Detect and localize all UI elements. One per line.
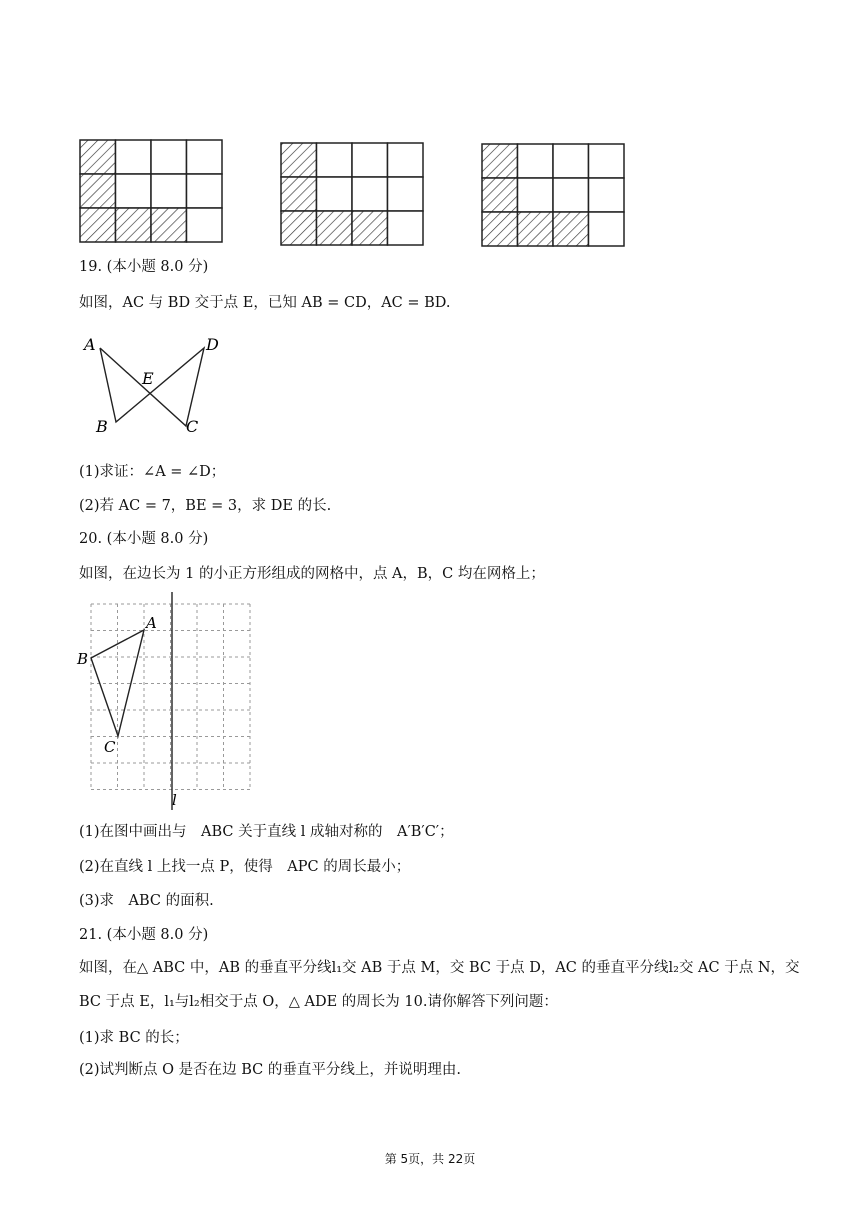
grid-cell <box>518 144 554 178</box>
q20-label-a: A <box>146 614 157 632</box>
shaded-grid-2 <box>281 143 423 245</box>
grid-cell <box>151 174 187 208</box>
grid-cell <box>151 140 187 174</box>
grid-cell <box>518 178 554 212</box>
shaded-cell <box>518 212 554 246</box>
grid-cell <box>352 177 388 211</box>
shaded-grid-3 <box>482 144 624 246</box>
q19-label-e: E <box>142 369 154 388</box>
shaded-cell <box>482 144 518 178</box>
grid-cell <box>553 178 589 212</box>
grid-cell <box>589 144 625 178</box>
grid-cell <box>116 140 152 174</box>
grid-cell <box>388 211 424 245</box>
grid-cell <box>317 177 353 211</box>
q19-label-d: D <box>206 335 219 354</box>
grid-cell <box>589 212 625 246</box>
shaded-grid-1 <box>80 140 222 242</box>
shaded-cell <box>482 178 518 212</box>
grid-cell <box>317 143 353 177</box>
q20-intro: 如图，在边长为 1 的小正方形组成的网格中，点 A，B，C 均在网格上； <box>79 566 545 582</box>
shaded-cell <box>281 211 317 245</box>
page-footer: 第 5页，共 22页 <box>384 1152 476 1166</box>
q19-label-a: A <box>84 335 96 354</box>
q20-label-c: C <box>104 738 116 756</box>
grid-cell <box>116 174 152 208</box>
q21-header: 21. (本小题 8.0 分) <box>79 927 209 943</box>
shaded-cell <box>553 212 589 246</box>
grid-figures <box>0 0 860 260</box>
shaded-cell <box>281 177 317 211</box>
grid-cell <box>388 143 424 177</box>
grid-cell <box>352 143 388 177</box>
q20-label-l: l <box>172 791 177 809</box>
q20-part3: (3)求 ABC 的面积. <box>79 893 214 909</box>
q19-intro: 如图，AC 与 BD 交于点 E，已知 AB = CD，AC = BD. <box>79 295 451 311</box>
q20-part1: (1)在图中画出与 ABC 关于直线 l 成轴对称的 A′B′C′； <box>79 824 454 840</box>
shaded-cell <box>80 140 116 174</box>
q20-header: 20. (本小题 8.0 分) <box>79 531 209 547</box>
q19-part2: (2)若 AC = 7，BE = 3，求 DE 的长. <box>79 498 332 514</box>
grid-cell <box>187 140 223 174</box>
q21-part1: (1)求 BC 的长； <box>79 1030 189 1046</box>
q19-label-b: B <box>96 417 108 436</box>
q21-intro-line2: BC 于点 E，l₁与l₂相交于点 O，△ ADE 的周长为 10.请你解答下列问题： <box>79 994 558 1010</box>
q19-header: 19. (本小题 8.0 分) <box>79 259 209 275</box>
shaded-cell <box>482 212 518 246</box>
q21-intro-line1: 如图，在△ ABC 中，AB 的垂直平分线l₁交 AB 于点 M，交 BC 于点 D，AC 的垂直平分线l₂交 AC 于点 N，交 <box>79 960 800 976</box>
q20-label-b: B <box>77 650 89 668</box>
grid-cell <box>187 174 223 208</box>
shaded-cell <box>281 143 317 177</box>
grid-cell <box>589 178 625 212</box>
shaded-cell <box>116 208 152 242</box>
grid-cell <box>388 177 424 211</box>
shaded-cell <box>317 211 353 245</box>
q20-part2: (2)在直线 l 上找一点 P，使得 APC 的周长最小； <box>79 859 411 875</box>
shaded-cell <box>352 211 388 245</box>
q21-part2: (2)试判断点 O 是否在边 BC 的垂直平分线上，并说明理由. <box>79 1062 461 1078</box>
q19-figure <box>76 330 236 440</box>
q19-part1: (1)求证：∠A = ∠D； <box>79 464 226 480</box>
grid-cell <box>553 144 589 178</box>
shaded-cell <box>80 174 116 208</box>
grid-cell <box>187 208 223 242</box>
q19-label-c: C <box>186 417 199 436</box>
q20-figure <box>74 588 264 814</box>
shaded-cell <box>80 208 116 242</box>
shaded-cell <box>151 208 187 242</box>
